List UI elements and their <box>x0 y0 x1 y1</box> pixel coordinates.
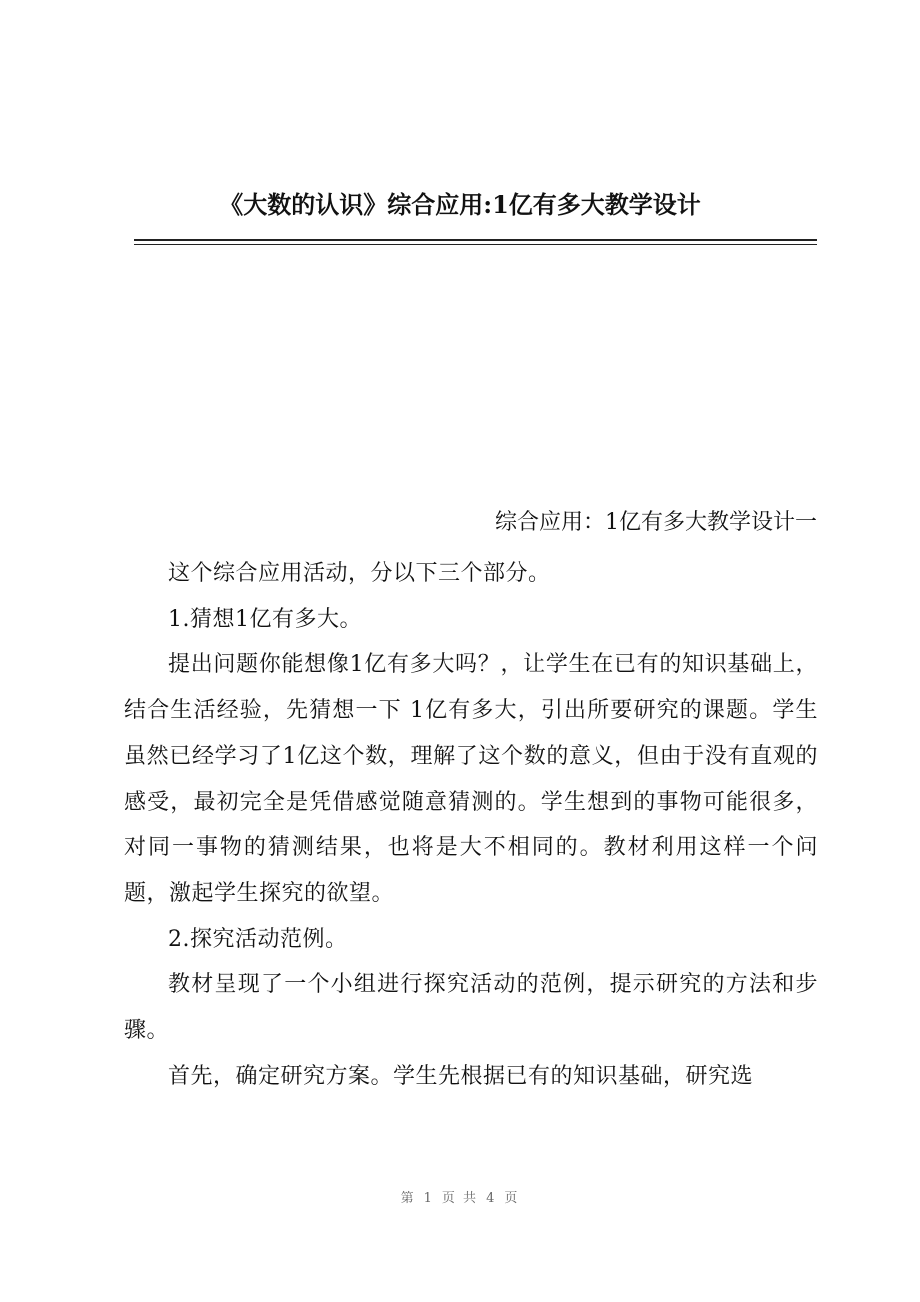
section-subtitle: 综合应用：1亿有多大教学设计一 <box>495 510 817 535</box>
paragraph: 1.猜想1亿有多大。 <box>168 606 362 632</box>
document-body <box>124 551 818 1099</box>
footer-current-page: 1 <box>423 1191 434 1206</box>
page-footer <box>0 1187 920 1206</box>
document-title: 《大数的认识》综合应用:1亿有多大教学设计 <box>219 190 701 219</box>
paragraph: 首先，确定研究方案。学生先根据已有的知识基础，研究选 <box>168 1063 754 1089</box>
footer-page-suffix: 页 <box>504 1191 520 1206</box>
footer-total-label: 页 共 <box>441 1191 479 1206</box>
paragraph: 教材呈现了一个小组进行探究活动的范例，提示研究的方法和步骤。 <box>124 972 818 1044</box>
paragraph: 2.探究活动范例。 <box>168 926 348 952</box>
title-rule-thick <box>134 239 817 241</box>
paragraph: 提出问题你能想像1亿有多大吗？，让学生在已有的知识基础上，结合生活经验，先猜想一下 1亿有多大，引出所要研究的课题。学生虽然已经学习了1亿这个数，理解了这个数的意义，但由于没有直观的感受，最初完全是凭借感觉随意猜测的。学生想到的事物可能很多，对同一事物的猜测结果，也将是大不相同的。教材利用这样一个问题，激起学生探究的欲望。 <box>124 652 818 906</box>
paragraph: 这个综合应用活动，分以下三个部分。 <box>168 561 551 586</box>
footer-total-pages: 4 <box>486 1191 497 1206</box>
footer-page-label: 第 <box>400 1191 416 1206</box>
title-rule-thin <box>134 244 817 245</box>
